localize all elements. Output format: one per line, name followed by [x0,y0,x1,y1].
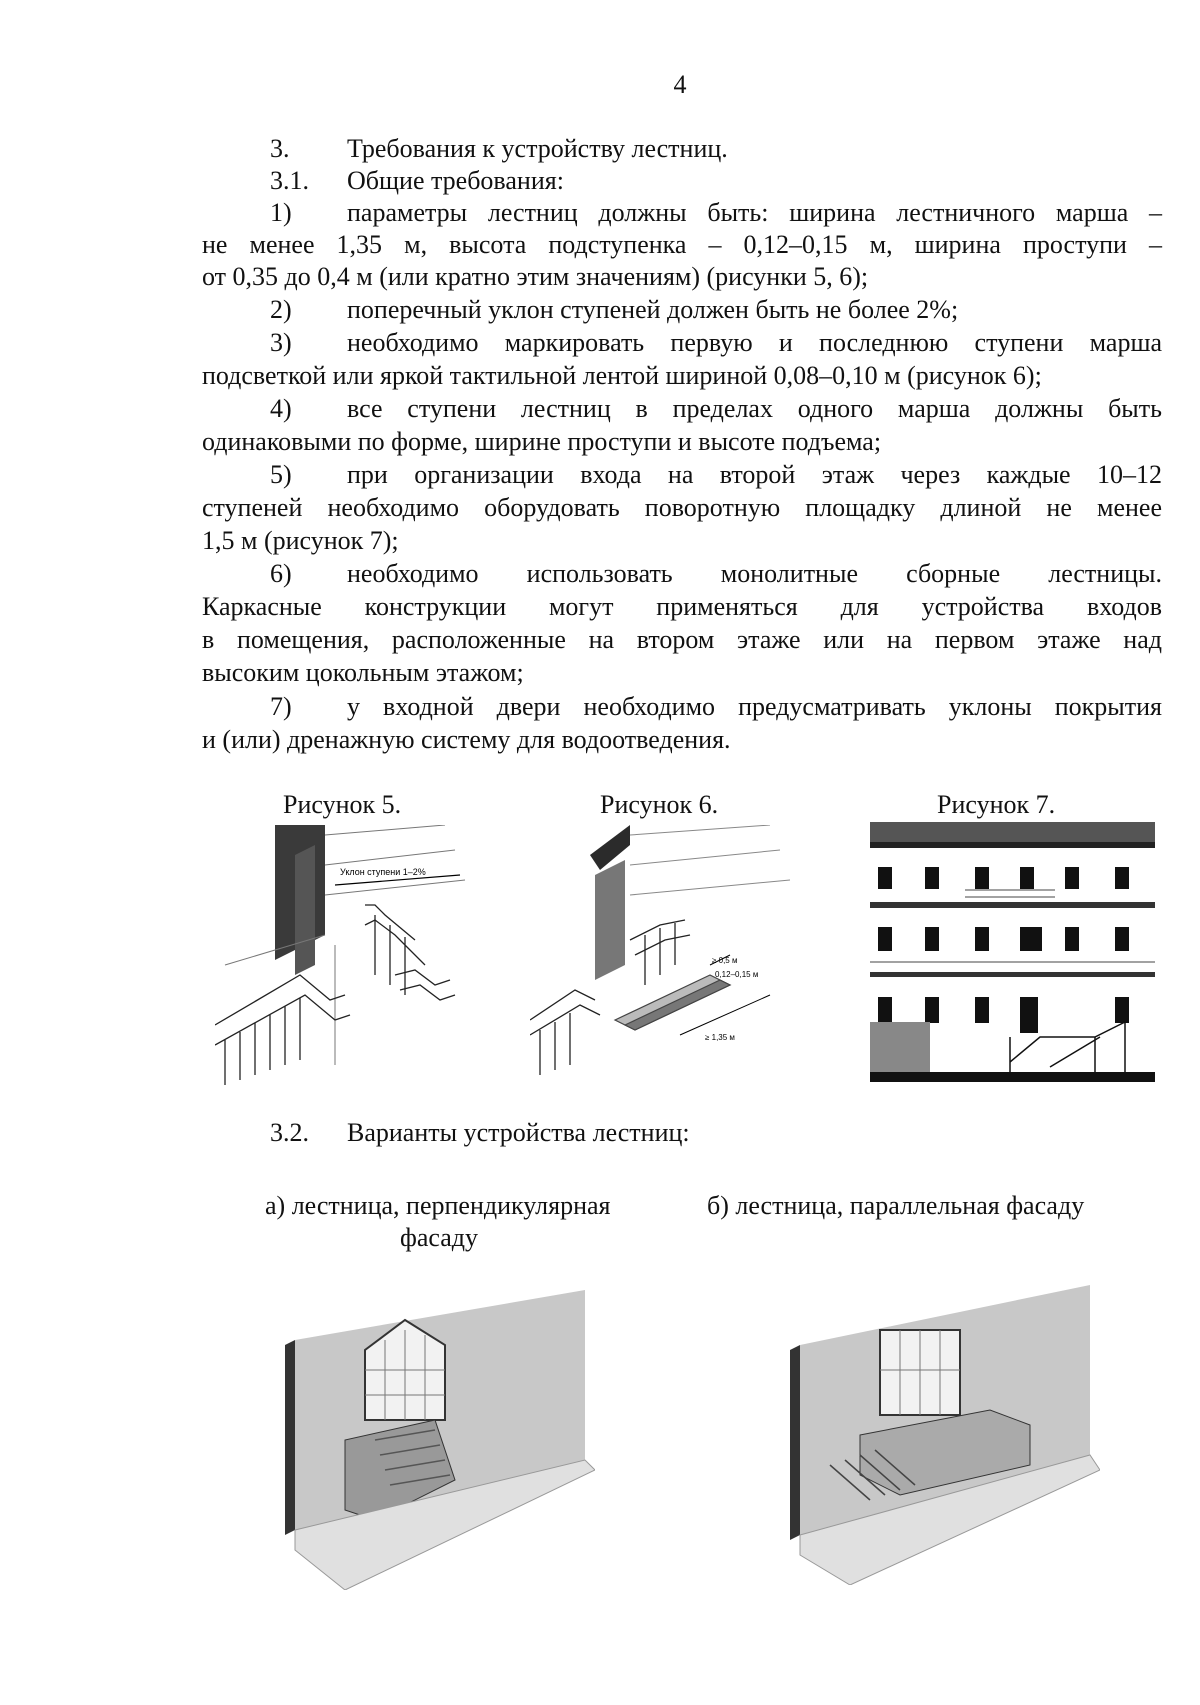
section-3-title: Требования к устройству лестниц. [347,134,728,163]
item-7-line-1: у входной двери необходимо предусматривать уклоны покрытия [347,692,1162,721]
item-4-number: 4) [270,394,292,423]
item-6-line-3: в помещения, расположенные на втором этаже или на первом этаже над [202,625,1162,654]
variant-a-line-2: фасаду [400,1223,479,1252]
variant-b-illustration [790,1285,1100,1585]
section-3-2-title: Варианты устройства лестниц: [347,1118,690,1147]
figure-5 [215,825,470,1090]
section-3-1-number: 3.1. [270,166,309,195]
item-7-number: 7) [270,692,292,721]
figure-6-width-label: ≥ 1,35 м [705,1033,735,1042]
item-4-line-1: все ступени лестниц в пределах одного марша должны быть [347,394,1162,423]
figure-6-riser-label: 0,12–0,15 м [715,970,759,979]
item-6-line-1: необходимо использовать монолитные сборные лестницы. [347,559,1162,588]
item-2-number: 2) [270,295,292,324]
page-number: 4 [673,70,687,99]
item-5-number: 5) [270,460,292,489]
item-5-line-1: при организации входа на второй этаж через каждые 10–12 [347,460,1162,489]
figure-7 [870,822,1155,1082]
item-5-line-2: ступеней необходимо оборудовать поворотную площадку длиной не менее [202,493,1162,522]
item-6-line-2: Каркасные конструкции могут применяться для устройства входов [202,592,1162,621]
item-3-line-1: необходимо маркировать первую и последнюю ступени марша [347,328,1162,357]
item-3-number: 3) [270,328,292,357]
item-1-line-2: не менее 1,35 м, высота подступенка – 0,12–0,15 м, ширина проступи – [202,230,1162,259]
figure-5-caption: Рисунок 5. [283,790,402,819]
item-6-number: 6) [270,559,292,588]
variant-b-line-1: б) лестница, параллельная фасаду [707,1191,1085,1220]
variant-a-illustration [285,1290,595,1590]
item-3-line-2: подсветкой или яркой тактильной лентой шириной 0,08–0,10 м (рисунок 6); [202,361,1042,390]
figure-6-tread-label: ≥ 0,5 м [712,956,738,965]
figure-6-caption: Рисунок 6. [600,790,719,819]
item-7-line-2: и (или) дренажную систему для водоотведения. [202,725,731,754]
item-1-number: 1) [270,198,292,227]
figure-7-caption: Рисунок 7. [937,790,1056,819]
item-5-line-3: 1,5 м (рисунок 7); [202,526,399,555]
section-3-1-title: Общие требования: [347,166,564,195]
item-1-line-3: от 0,35 до 0,4 м (или кратно этим значениям) (рисунки 5, 6); [202,262,869,291]
item-2-line-1: поперечный уклон ступеней должен быть не более 2%; [347,295,959,324]
item-1-line-1: параметры лестниц должны быть: ширина лестничного марша – [347,198,1162,227]
section-3-2-number: 3.2. [270,1118,309,1147]
item-6-line-4: высоким цокольным этажом; [202,658,524,687]
variant-a-line-1: а) лестница, перпендикулярная [265,1191,611,1220]
section-3-number: 3. [270,134,290,163]
figure-5-slope-label: Уклон ступени 1–2% [340,867,426,877]
item-4-line-2: одинаковыми по форме, ширине проступи и высоте подъема; [202,427,882,456]
figure-6 [530,825,800,1075]
